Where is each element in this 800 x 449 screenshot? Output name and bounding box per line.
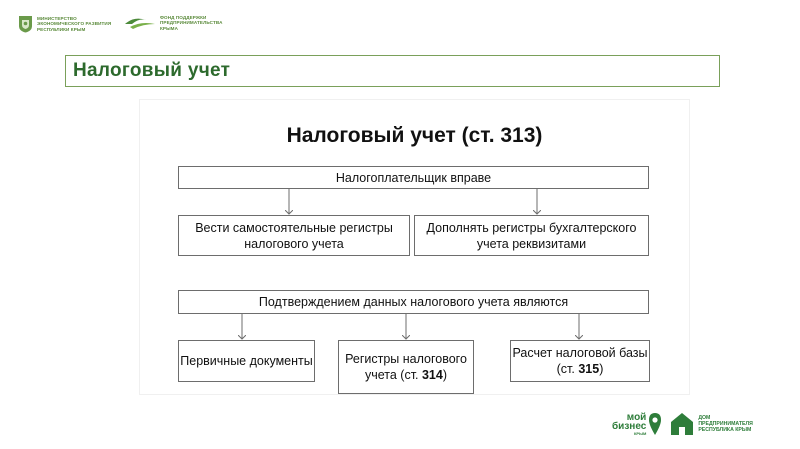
node-tax-base-calc-prefix: Расчет налоговой базы (ст.: [512, 346, 648, 376]
fund-logo-text: ФОНД ПОДДЕРЖКИ ПРЕДПРИНИМАТЕЛЬСТВА КРЫМА: [160, 15, 223, 31]
moy-biznes-line1: мой: [626, 411, 647, 423]
diagram-title: Налоговый учет (ст. 313): [286, 124, 543, 147]
fund-swoosh-icon: [124, 15, 156, 31]
node-own-registers: [178, 215, 410, 256]
node-tax-registers-suffix: ): [442, 368, 448, 382]
moy-biznes-line2: бизнес: [612, 420, 647, 432]
dom-predprinimatelya-text: ДОМ ПРЕДПРИНИМАТЕЛЯ РЕСПУБЛИКА КРЫМ: [698, 415, 753, 433]
slide-title-bar: [65, 55, 720, 87]
node-tax-registers-label: [339, 351, 473, 383]
node-tax-registers-prefix: Регистры налогового учета (ст.: [345, 352, 467, 382]
node-tax-base-calc-article: 315: [578, 362, 600, 376]
node-taxpayer-may: [178, 166, 649, 189]
node-supplement-registers-label: Дополнять регистры бухгалтерского учета реквизитами: [426, 220, 637, 251]
node-tax-base-calc: [510, 340, 650, 382]
house-icon: [670, 412, 694, 436]
ministry-logo: [18, 15, 111, 33]
footer-logos: [612, 412, 753, 436]
node-confirmation: [178, 290, 649, 314]
node-tax-registers: [338, 340, 474, 394]
map-pin-icon: [648, 412, 662, 436]
node-confirmation-label: Подтверждением данных налогового учета являются: [258, 295, 569, 309]
node-primary-documents: [178, 340, 315, 382]
slide-title: Налоговый учет: [73, 60, 231, 81]
node-taxpayer-may-label: Налогоплательщик вправе: [335, 170, 492, 185]
node-tax-registers-article: 314: [421, 368, 443, 382]
crimea-emblem-icon: [18, 15, 33, 33]
node-supplement-registers: [414, 215, 649, 256]
moy-biznes-region: КРЫМ: [633, 430, 647, 436]
diagram-panel: [140, 100, 689, 394]
node-tax-base-calc-suffix: ): [599, 362, 604, 376]
node-primary-documents-label: Первичные документы: [180, 354, 313, 368]
fund-logo: [124, 15, 223, 31]
dom-predprinimatelya-logo: [670, 412, 753, 436]
node-tax-base-calc-label: [511, 345, 649, 377]
moy-biznes-logo: [612, 412, 662, 436]
node-own-registers-label: Вести самостоятельные регистры налогового учета: [195, 220, 393, 251]
ministry-logo-text: МИНИСТЕРСТВО ЭКОНОМИЧЕСКОГО РАЗВИТИЯ РЕСПУБЛИКИ КРЫМ: [37, 15, 112, 32]
